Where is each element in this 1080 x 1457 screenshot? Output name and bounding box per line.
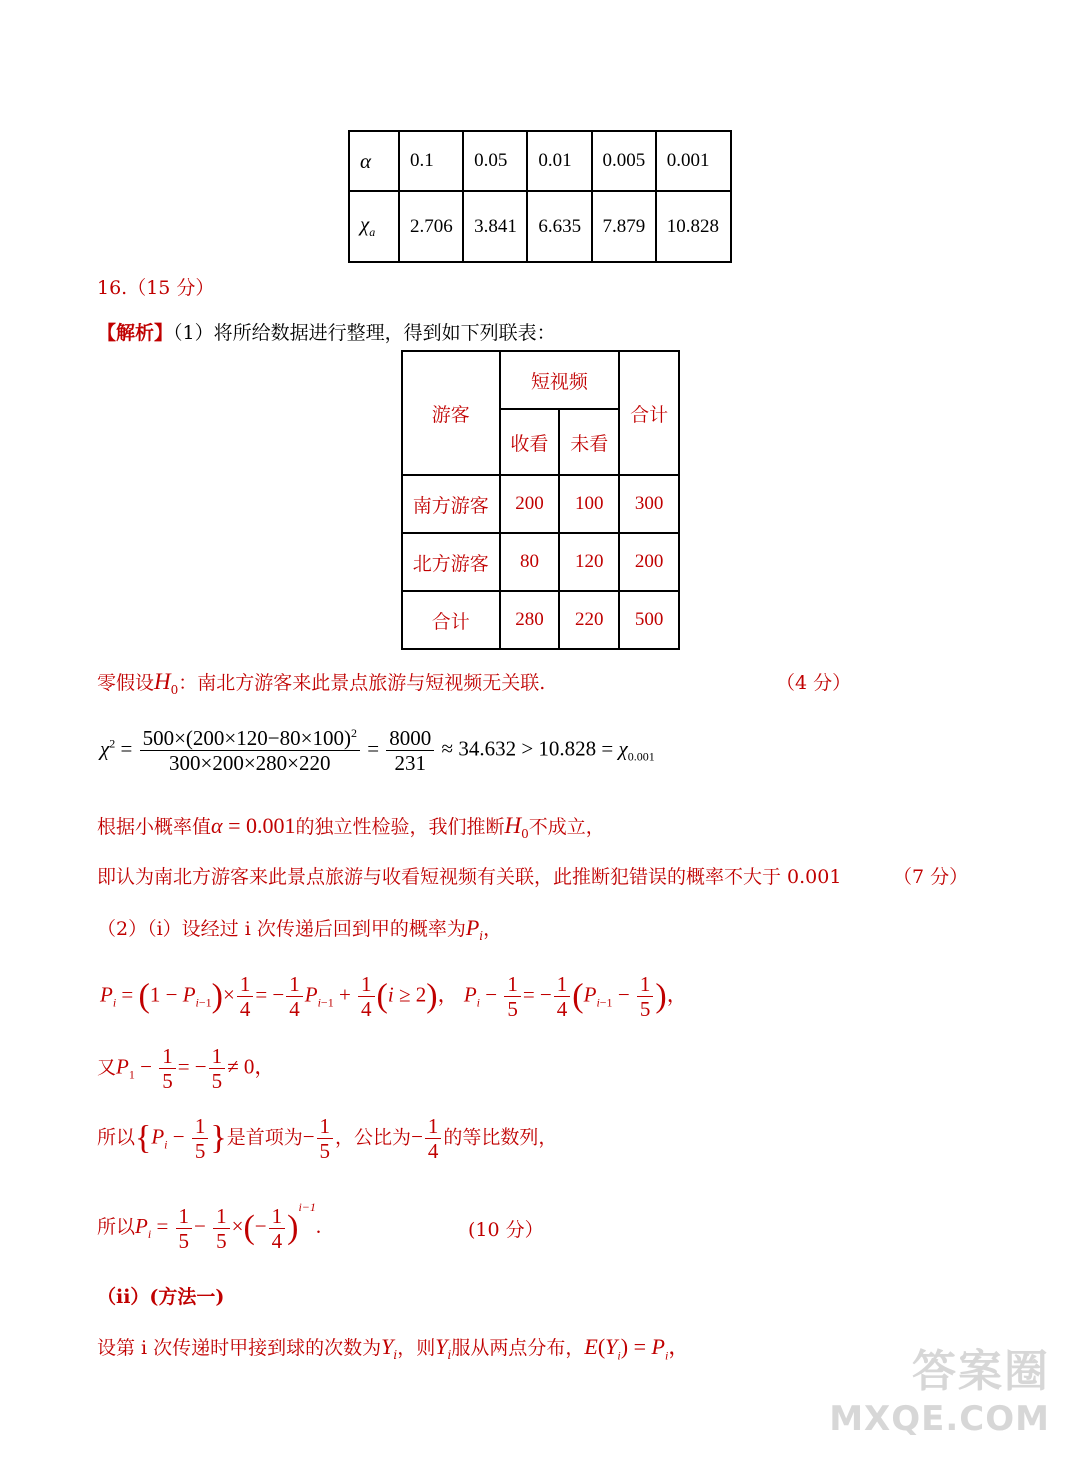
recurrence-equation: $P_i = (1 - P_{i-1})\times$ $\frac{1}{4}$ = − $\frac{1}{4}$ $P_{i-1}$ + $\frac{1}{4}$ (i ≥ 2)， $P_i$ − $\frac{1}{5}$ = − $\frac{1}{4}$ ($P_{i-1}$ − $\frac{1}{5}$ )， <box>100 972 688 1022</box>
watch-header: 收看 <box>500 409 560 475</box>
part-ii-method1: （ii）(方法一) <box>97 1286 225 1308</box>
table-cell: 10.828 <box>656 191 731 262</box>
table-cell: 0.001 <box>656 131 731 191</box>
table-cell: 7.879 <box>592 191 656 262</box>
tourist-header: 游客 <box>402 351 500 475</box>
null-hypothesis: 零假设$H_0$：南北方游客来此景点旅游与短视频无关联. <box>97 669 546 697</box>
table-row <box>402 475 679 533</box>
table-cell: 100 <box>559 475 619 533</box>
row-label: 北方游客 <box>402 533 500 591</box>
shortvideo-header: 短视频 <box>500 351 620 409</box>
alpha-header: α <box>349 131 399 191</box>
row-label: 合计 <box>402 591 500 649</box>
table-row <box>402 533 679 591</box>
question-number: 16.（15 分） <box>97 277 215 299</box>
p1-check: 又$P_1$ − $\frac{1}{5}$ = − $\frac{1}{5}$ ≠ 0， <box>97 1044 276 1094</box>
score-4: （4 分） <box>776 672 852 694</box>
contingency-table <box>401 350 680 650</box>
geometric-sequence: 所以{$P_i$ − $\frac{1}{5}$ }是首项为− $\frac{1}{5}$ ，公比为− $\frac{1}{4}$ 的等比数列， <box>97 1114 558 1164</box>
conclusion-2: 即认为南北方游客来此景点旅游与收看短视频有关联，此推断犯错误的概率不大于 0.001 <box>97 866 842 888</box>
chi-square-formula: $\chi^2$ = $\frac{500\times(200\times 120-80\times 100)^2}{300\times 200\times 280\times 220}$ = $\frac{8000}{231}$ ≈ $34.632 > 10.828 = \chi_{0.001}$ <box>100 726 655 776</box>
last-line: 设第 i 次传递时甲接到球的次数为$Y_i$，则$Y_i$服从两点分布，$E(Y_i) = P_i$， <box>97 1334 691 1363</box>
table-cell: 500 <box>619 591 679 649</box>
table-cell: 200 <box>619 533 679 591</box>
analysis-intro: 【解析】（1）将所给数据进行整理，得到如下列联表： <box>97 322 556 344</box>
table-cell: 3.841 <box>463 191 527 262</box>
table-cell: 80 <box>500 533 560 591</box>
critical-value-table <box>348 130 732 263</box>
notwatch-header: 未看 <box>559 409 619 475</box>
table-cell: 0.01 <box>527 131 591 191</box>
score-10: (10 分） <box>468 1219 544 1241</box>
row-label: 南方游客 <box>402 475 500 533</box>
pi-formula: 所以$P_i$ = $\frac{1}{5}$ − $\frac{1}{5}$ ×(− $\frac{1}{4}$ )$^{i-1}$. <box>97 1200 322 1253</box>
table-cell: 0.005 <box>592 131 656 191</box>
table-cell: 300 <box>619 475 679 533</box>
table-cell: 220 <box>559 591 619 649</box>
chi-alpha-header: $\chi_a$ <box>349 191 399 262</box>
table-cell: 280 <box>500 591 560 649</box>
table-row <box>402 591 679 649</box>
table-cell: 0.1 <box>399 131 463 191</box>
score-7: （7 分） <box>893 866 969 888</box>
part2-intro: （2）（i）设经过 i 次传递后回到甲的概率为$P_i$， <box>97 915 503 943</box>
table-cell: 0.05 <box>463 131 527 191</box>
table-cell: 6.635 <box>527 191 591 262</box>
watermark-logo: 答案圈 MXQE.COM <box>829 1346 1050 1439</box>
total-header: 合计 <box>619 351 679 475</box>
conclusion-1: 根据小概率值α = 0.001的独立性检验，我们推断$H_0$不成立， <box>97 813 605 841</box>
table-cell: 120 <box>559 533 619 591</box>
table-cell: 200 <box>500 475 560 533</box>
table-cell: 2.706 <box>399 191 463 262</box>
